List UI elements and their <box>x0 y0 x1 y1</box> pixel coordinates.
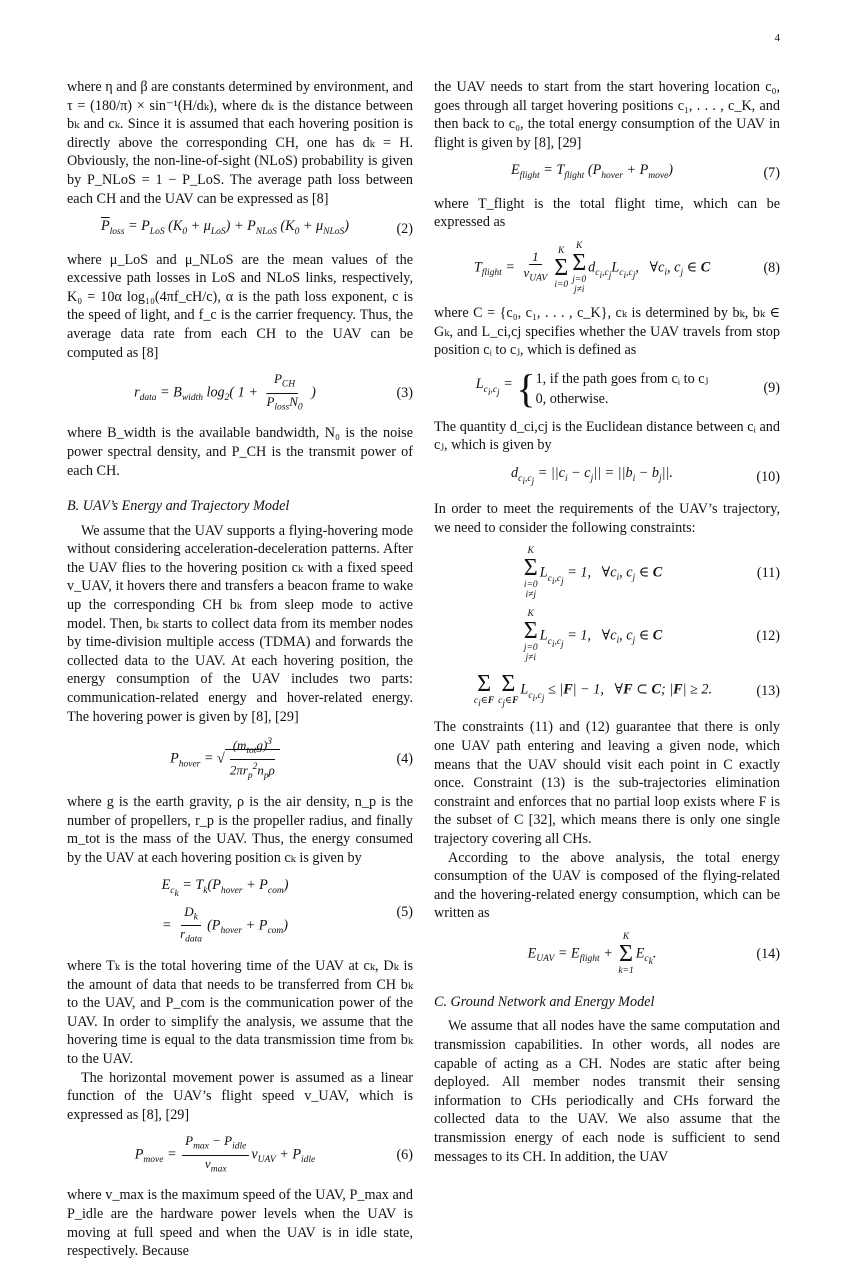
paragraph: where C = {c₀, c₁, . . . , c_K}, cₖ is determined by bₖ, bₖ ∈ Gₖ, and L_ci,cj specifies whether the UAV travels from stop position cᵢ to cⱼ, which is defined as <box>434 304 780 359</box>
equation-number: (11) <box>756 565 780 582</box>
equation-5: $E_{c_k} = T_k(P_{hover} + P_{com})$ = $\frac{D_k}{r_{data}}$ $(P_{hover} + P_{com})$ (5) <box>161 877 413 945</box>
equation-number: (13) <box>756 682 780 699</box>
equation-12: K Σ j=0 j≠i $L_{c_i,c_j} = 1$, $\forall c_i$, $c_j$ ∈ C (12) <box>523 609 780 664</box>
paragraph: where B_width is the available bandwidth, N₀ is the noise power spectral density, and P_CH is the transmit power of each CH. <box>67 425 413 479</box>
paragraph: the UAV needs to start from the start hovering location c₀, goes through all target hovering positions c₁, . . . , c_K, and then back to c₀, the total energy consumption of the UAV in flight is given by [8], [29] <box>434 79 780 151</box>
paragraph: The horizontal movement power is assumed as a linear function of the UAV’s flight speed v_UAV, which is expressed as [8], [29] <box>67 1069 413 1123</box>
equation-number: (9) <box>763 380 780 397</box>
equation-3: $r_{data} = B_{width}$ $\log_2$( 1 + $\frac{P_{CH}}{\overline{P}_{loss}N_0}$ ) (3) <box>134 371 413 413</box>
paragraph: where g is the earth gravity, ρ is the air density, n_p is the number of propellers, r_p is the propeller radius, and finally m_tot is the mass of the UAV. Thus, the energy consumed by the UAV at each hovering position cₖ is given by <box>67 794 413 866</box>
page-number: 4 <box>774 32 780 44</box>
right-column <box>434 78 780 1166</box>
case-row: 1, if the path goes from cᵢ to cⱼ <box>535 370 709 387</box>
paragraph: where v_max is the maximum speed of the UAV, P_max and P_idle are the hardware power levels when the UAV is moving at full speed and when the UAV is in idle state, respectively. Because <box>67 1187 413 1260</box>
paragraph: where η and β are constants determined by environment, and τ = (180/π) × sin⁻¹(H/dₖ), where dₖ is the distance between bₖ and cₖ. Since it is assumed that each hovering position is directly above the corresponding CH, one has dₖ = H. Obviously, the non-line-of-sight (NLoS) probability is given by P_NLoS = 1 − P_LoS. The average path loss between each CH and the UAV can be expressed as [8] <box>67 79 413 207</box>
paragraph: where T_flight is the total flight time, which can be expressed as <box>434 195 780 231</box>
equation-number: (10) <box>756 469 780 486</box>
paragraph: In order to meet the requirements of the UAV’s trajectory, we need to consider the following constraints: <box>434 501 780 536</box>
equation-number: (8) <box>763 259 780 276</box>
equation-8: $T_{flight}$ = $\frac{1}{v_{UAV}}$ K Σ i=0 K Σ j=0 j≠i $d_{c_i,c_j}L_{c_i,c_j}$, $\forall c_i$, $c_j$ ∈ C (8) <box>473 240 780 295</box>
paragraph: We assume that the UAV supports a flying-hovering mode without considering acceleration-deceleration patterns. After the UAV flies to the hovering position cₖ with a fixed speed v_UAV, it hovers there and transfers a beacon frame to wake up the corresponding CH bₖ from sleep mode to active model. Then, bₖ starts to collect data from its member nodes by time-division multiple access (TDMA) and forwards the collected data to the UAV. At each hovering position, the energy consumption of the UAV includes two parts: communication-related energy and hover-related energy. The hovering power is given by [8], [29] <box>67 522 413 725</box>
equation-13: Σ $c_i\in F$ Σ $c_j\in F$ $L_{c_i,c_j} \le |F| - 1$, ∀F ⊂ C; |F| ≥ 2. (13) <box>473 671 780 710</box>
section-heading: C. Ground Network and Energy Model <box>434 993 655 1010</box>
equation-10: $d_{c_i,c_j} = ||c_i - c_j|| = ||b_i - b_j||$. (10) <box>511 464 780 487</box>
equation-number: (5) <box>396 903 413 920</box>
equation-14: $E_{UAV} = E_{flight}$ + K Σ k=1 $E_{c_k}$. (14) <box>527 931 780 976</box>
equation-2: $\overline{P}_{loss} = P_{LoS}$ $(K_0 + \mu_{LoS}) + P_{NLoS}$ $(K_0 + \mu_{NLoS})$ (2) <box>100 218 413 238</box>
equation-number: (7) <box>763 165 780 182</box>
left-column <box>67 78 413 1261</box>
paragraph: The constraints (11) and (12) guarantee that there is only one UAV path entering and leaving a given node, which means that the UAV should visit each point in C exactly once. Constraint (13) is the sub-trajectories elimination constraint and enforces that no partial loop exists where F is the subset of C [32], which means there is only one single trajectory covering all CHs. <box>434 719 780 847</box>
equation-4: $P_{hover}$ = √ $\frac{(m_{tot}g)^3}{2\pi r_p^2n_p\rho}$ (4) <box>170 737 413 782</box>
paragraph: We assume that all nodes have the same computation and transmission capabilities. In other words, all nodes are capable of acting as a CH. Nodes are static after being deployed. All member nodes transmit their sensing information to CHs periodically and CHs forward the collected data to the UAV. We also assume that the transmission energy of each node is sufficient to send messages to its CH. In addition, the UAV <box>434 1018 780 1165</box>
equation-6: $P_{move}$ = $\frac{P_{max} - P_{idle}}{v_{max}}$ $v_{UAV} + P_{idle}$ (6) <box>134 1133 413 1175</box>
equation-9: $L_{c_i,c_j}$ = { 1, if the path goes from cᵢ to cⱼ 0, otherwise. (9) <box>475 365 780 411</box>
paragraph: The quantity d_ci,cj is the Euclidean distance between cᵢ and cⱼ, which is given by <box>434 418 780 454</box>
paragraph: where μ_LoS and μ_NLoS are the mean values of the excessive path losses in LoS and NLoS links, respectively, K₀ = 10α log₁₀(4πf_cH/c), α is the path loss exponent, c is the speed of light, and f_c is the carrier frequency. Thus, the average data rate from each CH to the UAV can be computed as [8] <box>67 251 413 361</box>
case-row: 0, otherwise. <box>535 390 609 407</box>
equation-11: K Σ i=0 i≠j $L_{c_i,c_j} = 1$, $\forall c_i$, $c_j$ ∈ C (11) <box>523 546 780 601</box>
equation-number: (2) <box>396 221 413 238</box>
paragraph: According to the above analysis, the total energy consumption of the UAV is composed of the flying-related and the hovering-related energy consumption, which can be written as <box>434 849 780 922</box>
section-heading: B. UAV’s Energy and Trajectory Model <box>67 498 290 515</box>
equation-number: (3) <box>396 384 413 401</box>
equation-7: $E_{flight} = T_{flight}$ $(P_{hover} + P_{move})$ (7) <box>510 162 780 182</box>
equation-number: (14) <box>756 945 780 962</box>
equation-number: (4) <box>396 751 413 768</box>
paragraph: where Tₖ is the total hovering time of the UAV at cₖ, Dₖ is the amount of data that needs to be transferred from CH bₖ to the UAV, and P_com is the communication power of the UAV. In order to simplify the analysis, we assume that the hovering time is equal to the data transmission time from bₖ to the UAV. <box>67 957 413 1067</box>
equation-number: (12) <box>756 628 780 645</box>
equation-number: (6) <box>396 1147 413 1164</box>
